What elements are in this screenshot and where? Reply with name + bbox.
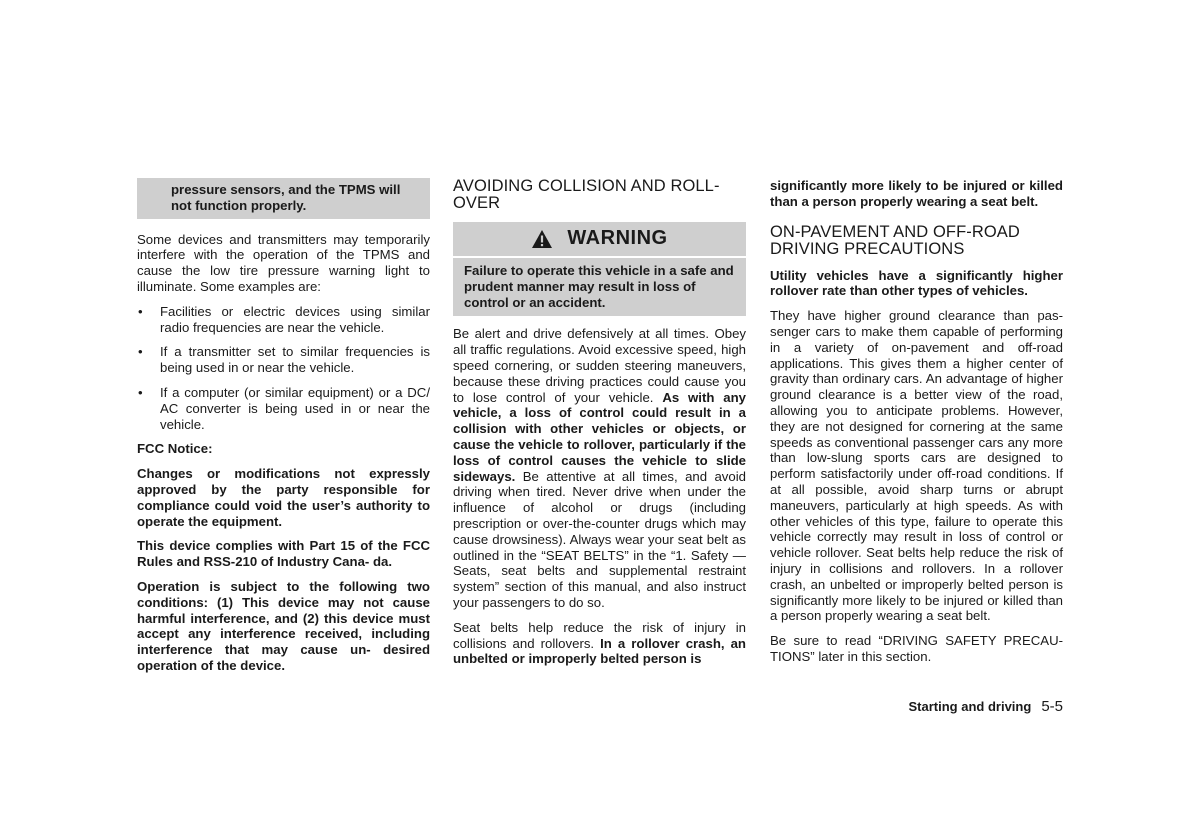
fcc-paragraph-3: Operation is subject to the following two conditions: (1) This device may not cause harmful interference, and (2) this device must accept any interference received, including interference that may cause un- desired operation of the device. [137, 578, 430, 673]
off-road-paragraph-1: They have higher ground clearance than pas- senger cars to make them capable of performing in a variety of on-pavement and off-road applications. This gives them a higher center of gravity than ordinary cars. An advantage of higher ground clearance is a better view of the road, allowing you to anticipate problems. However, they are not designed for cornering at the same speeds as conventional passenger cars any more than low-slung sports cars are designed to perform satisfactorily under off-road conditions. If at all possible, avoid sharp turns or abrupt maneuvers, particularly at high speeds. As with other vehicles of this type, failure to operate this vehicle correctly may result in loss of control or vehicle rollover. Seat belts help reduce the risk of injury in collisions and rollovers. In a rollover crash, an unbelted or improperly belted person is significantly more likely to be injured or killed than a person properly wearing a seat belt. [770, 308, 1063, 624]
warning-text: Failure to operate this vehicle in a safe and prudent manner may result in loss of control or an accident. [453, 258, 746, 316]
list-item-text: If a computer (or similar equipment) or a DC/ AC converter is being used in or near the vehicle. [160, 384, 430, 432]
page-footer [880, 698, 1063, 715]
column-right [770, 178, 1063, 674]
bullet-icon: • [138, 384, 143, 400]
warning-header [453, 222, 746, 256]
section-heading-off-road: ON-PAVEMENT AND OFF-ROAD DRIVING PRECAUTIONS [770, 222, 1020, 258]
list-item-text: Facilities or electric devices using similar radio frequencies are near the vehicle. [160, 303, 430, 335]
collision-paragraph-2 [453, 620, 746, 667]
warning-triangle-icon [531, 229, 553, 249]
paragraph-text: Be alert and drive defensively at all times. Obey all traffic regulations. Avoid excessive speed, high speed cornering, or sudden steering maneuvers, because these driving practices could cause you to lose control of your vehicle. [453, 326, 746, 405]
bullet-icon: • [138, 344, 143, 360]
paragraph-emphasis: As with any vehicle, a loss of control could result in a collision with other vehicles or objects, or cause the vehicle to rollover, particularly if the loss of control causes the vehicle to slide sideways. [453, 389, 747, 484]
paragraph-text: Be attentive at all times, and avoid driving when tired. Never drive when under the influence of alcohol or drugs (including prescription or over-the-counter drugs which may cause drowsiness). Always wear your seat belt as outlined in the “SEAT BELTS” in the “1. Safety — Seats, seat belts and supplemental restraint system” section of this manual, and also instruct your passengers to do so. [453, 468, 746, 610]
page-number: 5-5 [1041, 698, 1063, 715]
collision-paragraph-1 [453, 326, 746, 610]
tpms-note-box: pressure sensors, and the TPMS will not function properly. [137, 178, 430, 219]
bullet-icon: • [138, 303, 143, 319]
list-item [137, 304, 430, 336]
warning-title: WARNING [567, 227, 668, 250]
interference-examples-list [137, 304, 430, 433]
footer-section-title: Starting and driving [908, 699, 1032, 714]
rollover-rate-lead: Utility vehicles have a significantly higher rollover rate than other types of vehicles. [770, 267, 1063, 299]
column-middle [453, 178, 746, 676]
fcc-paragraph-2: This device complies with Part 15 of the FCC Rules and RSS-210 of Industry Cana- da. [137, 538, 430, 570]
paragraph-text: Seat belts help reduce the risk of injury in collisions and rollovers. [453, 619, 746, 651]
seat-belt-continuation: significantly more likely to be injured or killed than a person properly wearing a seat belt. [770, 178, 1063, 209]
list-item [137, 385, 430, 432]
paragraph-emphasis: In a rollover crash, an unbelted or improperly belted person is [453, 635, 746, 667]
section-heading-collision: AVOIDING COLLISION AND ROLL- OVER [453, 177, 720, 212]
fcc-notice-heading: FCC Notice: [137, 441, 213, 457]
list-item-text: If a transmitter set to similar frequencies is being used in or near the vehicle. [160, 344, 430, 376]
tpms-interference-intro: Some devices and transmitters may temporarily interfere with the operation of the TPMS and cause the low tire pressure warning light to illuminate. Some examples are: [137, 231, 430, 294]
off-road-paragraph-2: Be sure to read “DRIVING SAFETY PRECAU- TIONS” later in this section. [770, 633, 1063, 664]
column-left [137, 178, 430, 683]
fcc-paragraph-1: Changes or modifications not expressly approved by the party responsible for compliance could void the user’s authority to operate the equipment. [137, 466, 430, 529]
list-item [137, 344, 430, 376]
